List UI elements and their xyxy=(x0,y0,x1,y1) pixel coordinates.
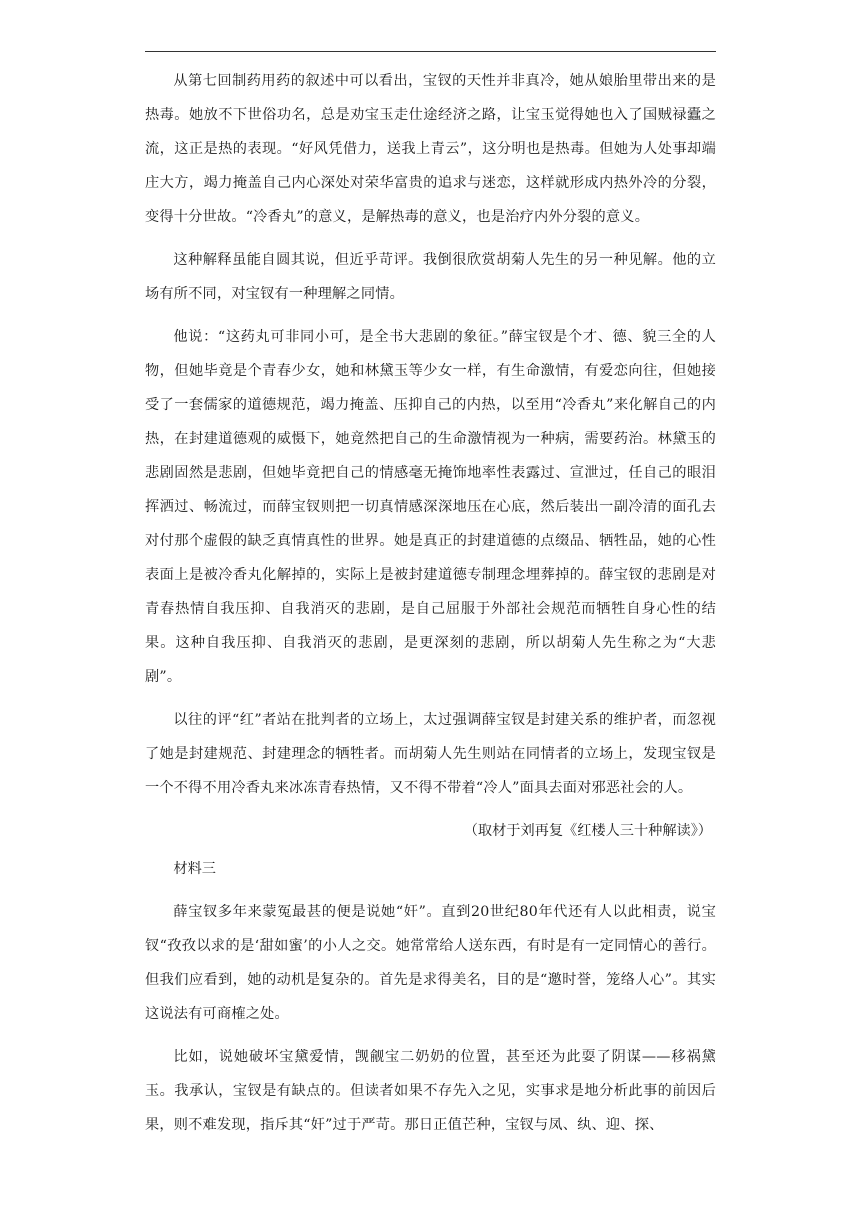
source-citation: （取材于刘再复《红楼人三十种解读》） xyxy=(463,823,712,839)
body-paragraph: 以往的评“红”者站在批判者的立场上，太过强调薛宝钗是封建关系的维护者，而忽视了她是封建规范、封建理念的牺牲者。而胡菊人先生则站在同情者的立场上，发现宝钗是一个不得不用冷香丸来冰冻青春热情，又不得不带着“冷人”面具去面对邪恶社会的人。 xyxy=(145,712,716,796)
section-heading: 材料三 xyxy=(173,861,216,877)
body-paragraph: 薛宝钗多年来蒙冤最甚的便是说她“奸”。直到20世纪80年代还有人以此相责，说宝钗“孜孜以求的是‘甜如蜜’的小人之交。她常常给人送东西，有时是有一定同情心的善行。但我们应看到，她的动机是复杂的。首先是求得美名，目的是“邀时誉，笼络人心”。其实这说法有可商榷之处。 xyxy=(145,904,716,1022)
body-paragraph: 他说：“这药丸可非同小可，是全书大悲剧的象征。”薛宝钗是个才、德、貌三全的人物，但她毕竟是个青春少女，她和林黛玉等少女一样，有生命激情，有爱恋向往，但她接受了一套儒家的道德规范，竭力掩盖、压抑自己的内热，以至用“冷香丸”来化解自己的内热，在封建道德观的威慑下，她竟然把自己的生命激情视为一种病，需要药治。林黛玉的悲剧固然是悲剧，但她毕竟把自己的情感毫无掩饰地率性表露过、宣泄过，任自己的眼泪挥洒过、畅流过，而薛宝钗则把一切真情感深深地压在心底，然后装出一副冷清的面孔去对付那个虚假的缺乏真情真性的世界。她是真正的封建道德的点缀品、牺牲品，她的心性表面上是被冷香丸化解掉的，实际上是被封建道德专制理念埋葬掉的。薛宝钗的悲剧是对青春热情自我压抑、自我消灭的悲剧，是自己屈服于外部社会规范而牺牲自身心性的结果。这种自我压抑、自我消灭的悲剧，是更深刻的悲剧，所以胡菊人先生称之为“大悲剧”。 xyxy=(145,329,716,685)
body-paragraph: 从第七回制药用药的叙述中可以看出，宝钗的天性并非真冷，她从娘胎里带出来的是热毒。她放不下世俗功名，总是劝宝玉走仕途经济之路，让宝玉觉得她也入了国贼禄蠹之流，这正是热的表现。“好风凭借力，送我上青云”，这分明也是热毒。但她为人处事却端庄大方，竭力掩盖自己内心深处对荣华富贵的追求与迷恋，这样就形成内热外冷的分裂，变得十分世故。“冷香丸”的意义，是解热毒的意义，也是治疗内外分裂的意义。 xyxy=(145,73,716,225)
body-paragraph: 比如，说她破坏宝黛爱情，觊觎宝二奶奶的位置，甚至还为此耍了阴谋——移祸黛玉。我承认，宝钗是有缺点的。但读者如果不存先入之见，实事求是地分析此事的前因后果，则不难发现，指斥其“奸”过于严苛。那日正值芒种，宝钗与凤、纨、迎、探、 xyxy=(145,1049,716,1133)
header-divider xyxy=(145,51,716,52)
body-paragraph: 这种解释虽能自圆其说，但近乎苛评。我倒很欣赏胡菊人先生的另一种见解。他的立场有所不同，对宝钗有一种理解之同情。 xyxy=(145,252,716,302)
document-body xyxy=(145,64,716,1151)
